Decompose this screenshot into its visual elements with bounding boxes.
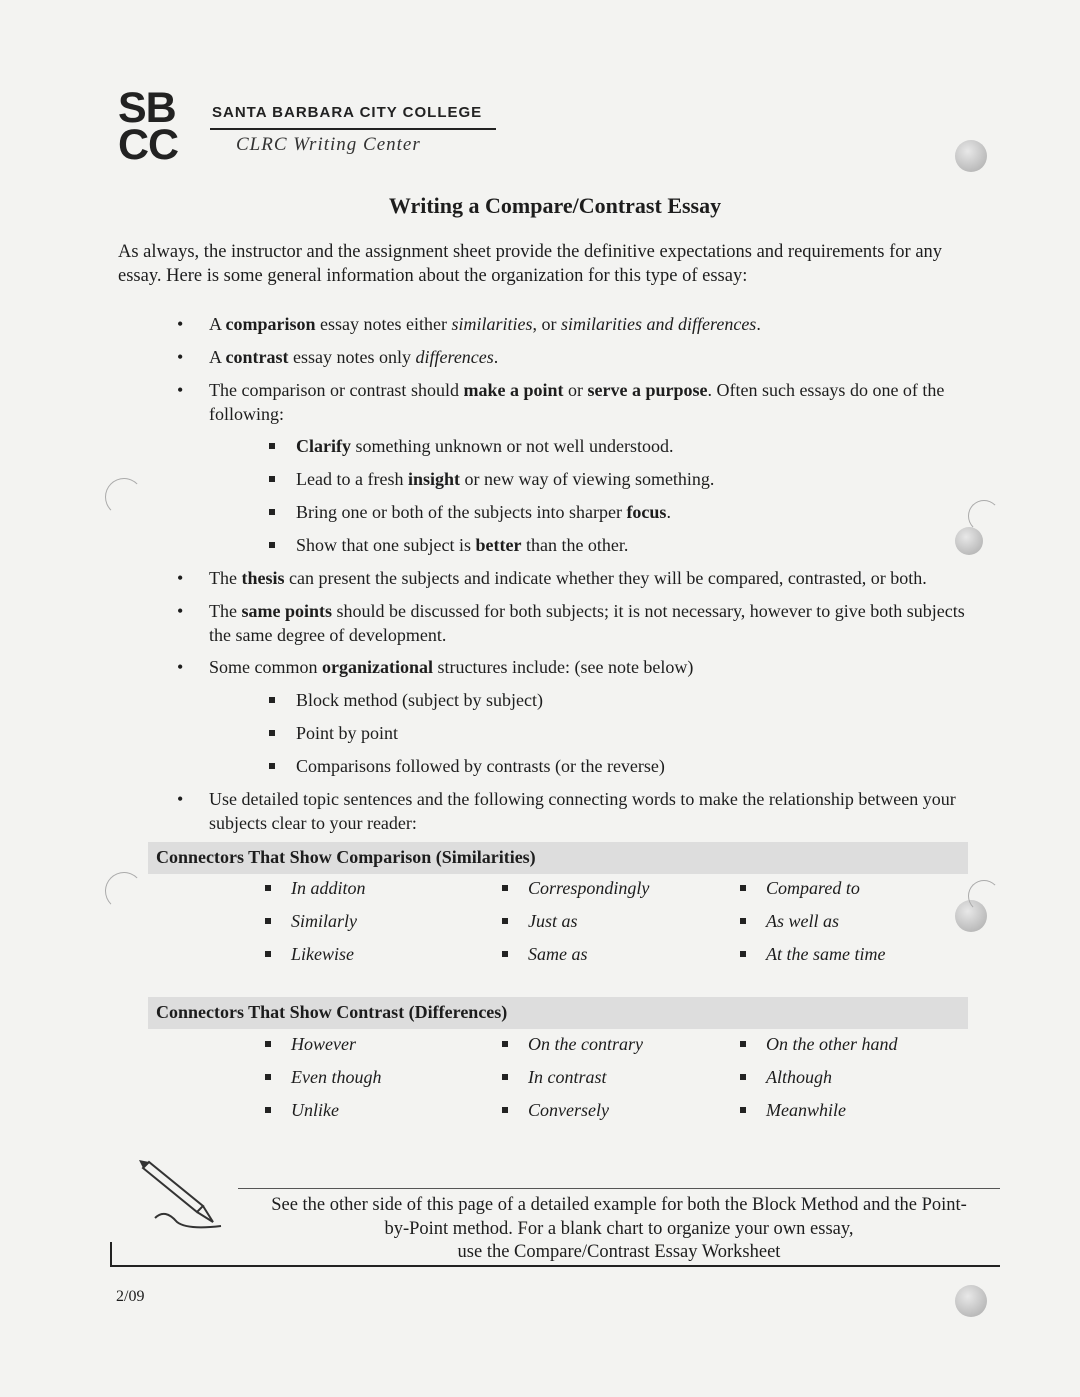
sbcc-logo <box>118 84 179 169</box>
bullet-same-points: • The same points should be discussed for both subjects; it is not necessary, however to give both subjects the same degree of development. <box>209 599 969 647</box>
connector-word: Unlike <box>291 1100 339 1120</box>
footer-bottom-rule <box>110 1265 1000 1267</box>
pencil-icon <box>135 1160 230 1235</box>
college-name: SANTA BARBARA CITY COLLEGE <box>212 104 483 121</box>
footer-left-rule <box>110 1242 112 1267</box>
hole-shadow-decoration <box>105 478 143 516</box>
bullet-connecting-words: • Use detailed topic sentences and the following connecting words to make the relationship between your subjects clear to your reader: <box>209 787 979 835</box>
connector-word: In contrast <box>528 1067 607 1087</box>
connector-word: Conversely <box>528 1100 609 1120</box>
connector-word: Likewise <box>291 944 354 964</box>
hole-shadow-decoration <box>105 872 143 910</box>
hole-shadow-decoration <box>968 880 1000 912</box>
bullet-contrast: • A contrast essay notes only differences. <box>209 345 984 369</box>
bullet-thesis: • The thesis can present the subjects and indicate whether they will be compared, contrasted, or both. <box>209 566 984 590</box>
connector-word: Although <box>766 1067 832 1087</box>
connector-word: At the same time <box>766 944 886 964</box>
intro-paragraph: As always, the instructor and the assignment sheet provide the definitive expectations and requirements for any essay. Here is some general information about the organization for this type of essay: <box>118 242 943 286</box>
connector-word: Just as <box>528 911 578 931</box>
header-rule <box>210 128 496 130</box>
footer-note <box>238 1194 1000 1265</box>
connector-word: In additon <box>291 878 366 898</box>
connector-word: Similarly <box>291 911 357 931</box>
hole-shadow-decoration <box>968 500 1000 532</box>
connector-word: On the contrary <box>528 1034 643 1054</box>
connector-word: As well as <box>766 911 840 931</box>
sub-bullet-insight: Lead to a fresh insight or new way of viewing something. <box>296 469 715 489</box>
sub-bullet-point-by-point: Point by point <box>296 723 399 743</box>
footer-line-3: use the Compare/Contrast Essay Worksheet <box>457 1242 781 1262</box>
connector-word: Even though <box>291 1067 382 1087</box>
bullet-structures: • Some common organizational structures include: (see note below) <box>209 655 984 679</box>
logo-top: SB <box>118 84 176 132</box>
connector-word: Same as <box>528 944 588 964</box>
sub-bullet-comparisons-first: Comparisons followed by contrasts (or the reverse) <box>296 756 665 776</box>
punch-hole-decoration <box>955 1285 987 1317</box>
contrast-connectors-heading: Connectors That Show Contrast (Differences) <box>148 997 968 1029</box>
sub-bullet-better: Show that one subject is better than the other. <box>296 535 629 555</box>
footer-top-rule <box>238 1188 1000 1189</box>
sub-bullet-focus: Bring one or both of the subjects into sharper focus. <box>296 502 671 522</box>
connector-word: Correspondingly <box>528 878 650 898</box>
bullet-purpose: • The comparison or contrast should make a point or serve a purpose. Often such essays do one of the following: <box>209 378 979 426</box>
bullet-comparison: • A comparison essay notes either similarities, or similarities and differences. <box>209 312 984 336</box>
connector-word: Meanwhile <box>766 1100 846 1120</box>
revision-date: 2/09 <box>116 1288 145 1305</box>
sub-bullet-block-method: Block method (subject by subject) <box>296 690 543 710</box>
comparison-connectors-heading: Connectors That Show Comparison (Similarities) <box>148 842 968 874</box>
logo-bottom: CC <box>118 121 179 169</box>
footer-line-1: See the other side of this page of a detailed example for both the Block Method and the Point- <box>271 1195 967 1215</box>
sub-bullet-clarify: Clarify something unknown or not well understood. <box>296 436 674 456</box>
connector-word: Compared to <box>766 878 860 898</box>
punch-hole-decoration <box>955 140 987 172</box>
page-title: Writing a Compare/Contrast Essay <box>388 193 722 218</box>
connector-word: However <box>291 1034 356 1054</box>
writing-center-name: CLRC Writing Center <box>236 134 421 155</box>
footer-line-2: by-Point method. For a blank chart to organize your own essay, <box>384 1218 854 1239</box>
connector-word: On the other hand <box>766 1034 898 1054</box>
